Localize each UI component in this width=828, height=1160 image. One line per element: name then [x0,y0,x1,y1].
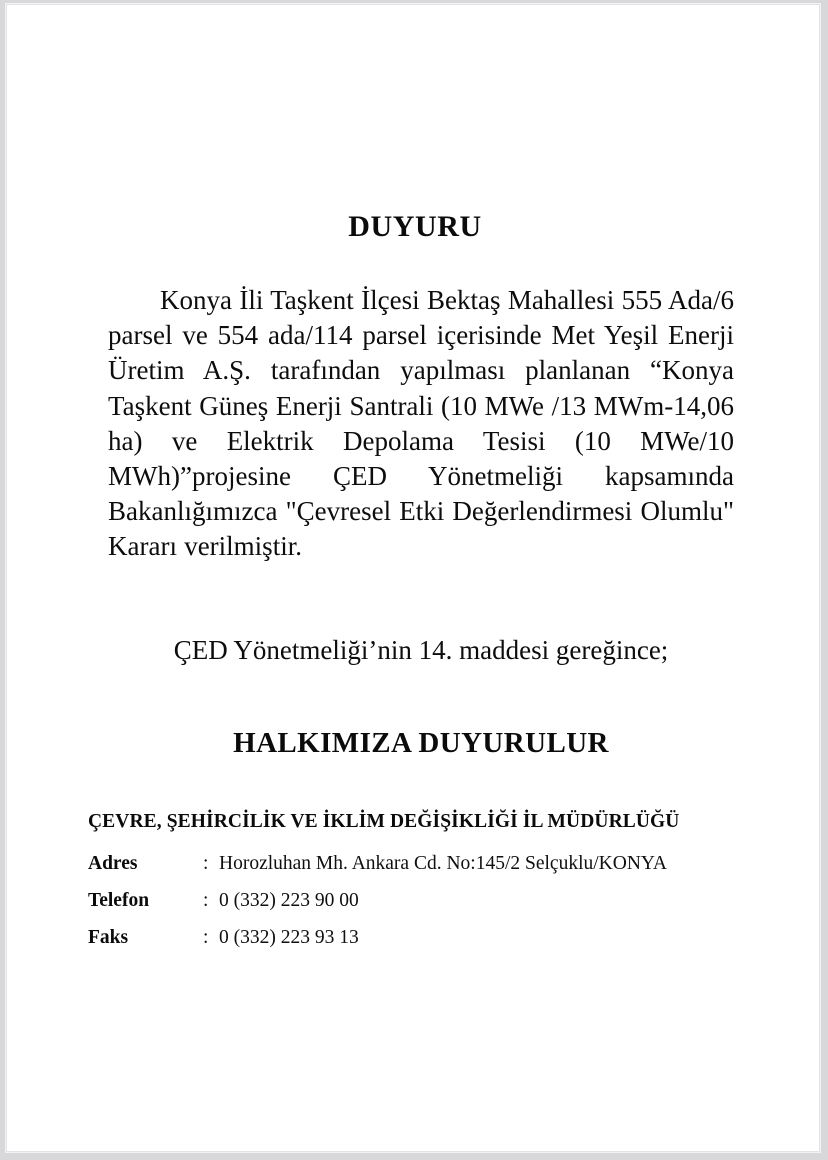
announcement-body-paragraph: Konya İli Taşkent İlçesi Bektaş Mahallesi 555 Ada/6 parsel ve 554 ada/114 parsel içerisinde Met Yeşil Enerji Üretim A.Ş. tarafından yapılması planlanan “Konya Taşkent Güneş Enerji Santrali (10 MWe /13 MWm-14,06 ha) ve Elektrik Depolama Tesisi (10 MWe/10 MWh)”projesine ÇED Yönetmeliği kapsamında Bakanlığımızca "Çevresel Etki Değerlendirmesi Olumlu" Kararı verilmiştir. [108,285,734,562]
contact-separator-faks: : [203,927,209,948]
document-page [6,4,820,1152]
contact-label-adres: Adres [88,853,138,874]
contact-separator-telefon: : [203,890,209,911]
contact-value-telefon: 0 (332) 223 90 00 [219,890,359,911]
table-row [88,919,667,956]
contact-separator-adres: : [203,853,209,874]
issuing-organization-name: ÇEVRE, ŞEHİRCİLİK VE İKLİM DEĞİŞİKLİĞİ İL MÜDÜRLÜĞÜ [88,811,680,832]
table-row [88,845,667,882]
footer-signature-block [88,811,788,956]
contact-value-adres: Horozluhan Mh. Ankara Cd. No:145/2 Selçuklu/KONYA [219,853,667,874]
regulation-reference-text: ÇED Yönetmeliği’nin 14. maddesi gereğince; [173,635,669,665]
announcement-heading: HALKIMIZA DUYURULUR [233,727,609,759]
table-row [88,882,667,919]
contact-label-telefon: Telefon [88,890,150,911]
page-title: DUYURU [348,210,482,243]
contact-label-faks: Faks [88,927,129,948]
contact-details-table [88,845,667,956]
contact-value-faks: 0 (332) 223 93 13 [219,927,359,948]
